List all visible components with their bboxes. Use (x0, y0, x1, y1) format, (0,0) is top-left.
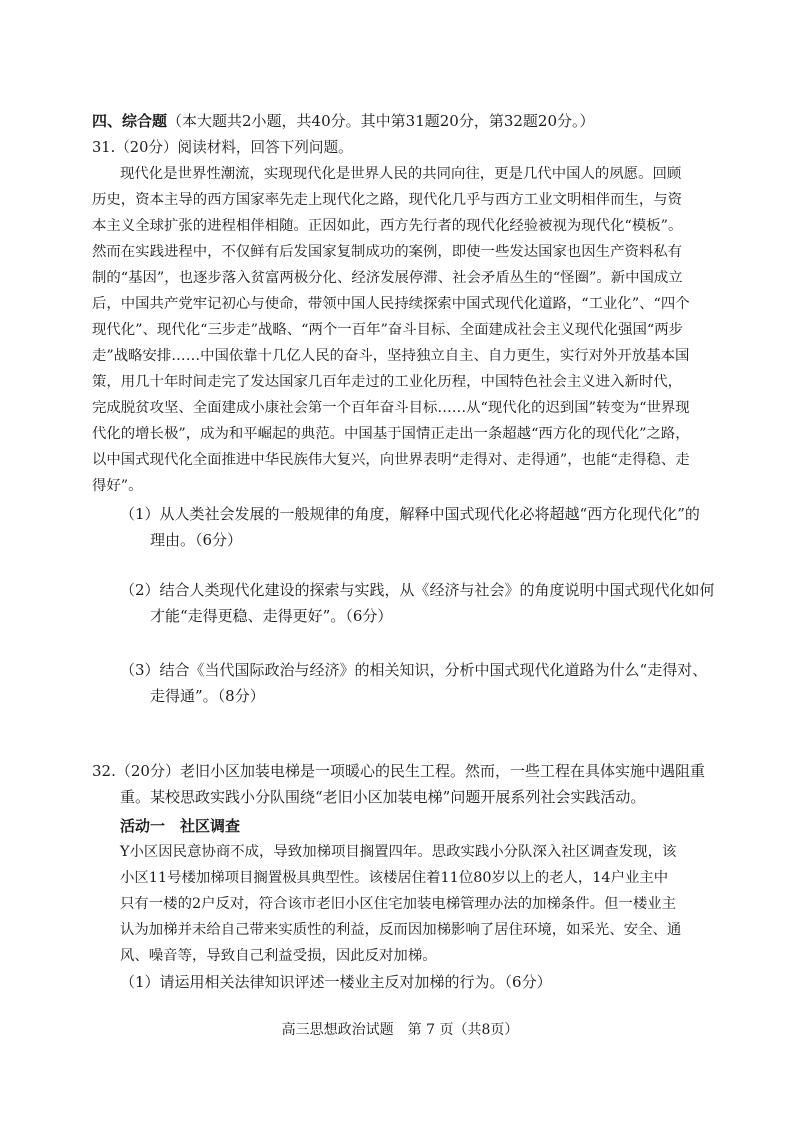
material-line: 后，中国共产党牢记初心与使命，带领中国人民持续探索中国式现代化道路，“工业化”、“四个 (92, 296, 690, 312)
material-line: 策，用几十年时间走完了发达国家几百年走过的工业化历程，中国特色社会主义进入新时代， (92, 374, 683, 390)
page-footer: 高三思想政治试题 第 7 页（共8页） (281, 1022, 519, 1038)
question-32-line: 重。某校思政实践小分队围绕“老旧小区加装电梯”问题开展系列社会实践活动。 (120, 788, 646, 806)
subquestion-31-3-cont: 走得通”。（8分） (150, 687, 265, 705)
section-label: 四、综合题 (92, 112, 168, 130)
material-line: 制的“基因”，也逐步落入贫富两极分化、经济发展停滞、社会矛盾丛生的“怪圈”。新中国成立 (92, 270, 683, 286)
subquestion-31-1: （1）从人类社会发展的一般规律的角度，解释中国式现代化必将超越“西方化现代化”的 (120, 505, 700, 523)
section-note: （本大题共2小题，共40分。其中第31题20分，第32题20分。） (167, 112, 595, 130)
material-line: 走”战略安排……中国依靠十几亿人民的奋斗，坚持独立自主、自力更生，实行对外开放基本国 (92, 348, 690, 364)
material-line: 以中国式现代化全面推进中华民族伟大复兴，向世界表明“走得对、走得通”，也能“走得稳、走 (92, 452, 690, 468)
case-line: 风、噪音等，导致自己利益受损，因此反对加梯。 (120, 948, 437, 964)
subquestion-31-2-cont: 才能“走得更稳、走得更好”。（6分） (150, 607, 393, 625)
case-line: 只有一楼的2户反对，符合该市老旧小区住宅加装电梯管理办法的加梯条件。但一楼业主 (120, 896, 677, 912)
activity-heading: 活动一 社区调查 (120, 817, 241, 835)
case-line: 认为加梯并未给自己带来实质性的利益，反而因加梯影响了居住环境，如采光、安全、通 (120, 922, 682, 938)
question-32-line: 32.（20分）老旧小区加装电梯是一项暖心的民生工程。然而，一些工程在具体实施中遇阻重 (92, 762, 705, 780)
material-line: 现代化是世界性潮流，实现现代化是世界人民的共同向往，更是几代中国人的夙愿。回顾 (120, 166, 682, 182)
section-heading (92, 111, 595, 131)
material-line: 现代化”、现代化“三步走”战略、“两个一百年”奋斗目标、全面建成社会主义现代化强国“两步 (92, 322, 683, 338)
case-line: 小区11号楼加梯项目搁置极具典型性。该楼居住着11位80岁以上的老人，14户业主中 (120, 870, 669, 886)
material-line: 得好”。 (92, 478, 143, 494)
material-line: 本主义全球扩张的进程相伴相随。正因如此，西方先行者的现代化经验被视为现代化“模板”。 (92, 218, 683, 234)
material-line: 完成脱贫攻坚、全面建成小康社会第一个百年奋斗目标……从“现代化的迟到国”转变为“世界现 (92, 400, 690, 416)
subquestion-32-1: （1）请运用相关法律知识评述一楼业主反对加梯的行为。（6分） (120, 973, 552, 991)
subquestion-31-3: （3）结合《当代国际政治与经济》的相关知识，分析中国式现代化道路为什么“走得对、 (120, 661, 708, 679)
subquestion-31-2: （2）结合人类现代化建设的探索与实践，从《经济与社会》的角度说明中国式现代化如何 (120, 581, 715, 599)
material-line: 历史，资本主导的西方国家率先走上现代化之路，现代化几乎与西方工业文明相伴而生，与资 (92, 192, 683, 208)
material-line: 然而在实践进程中，不仅鲜有后发国家复制成功的案例，即使一些发达国家也因生产资料私有 (92, 244, 683, 260)
question-31-heading: 31.（20分）阅读材料，回答下列问题。 (92, 139, 353, 156)
subquestion-31-1-cont: 理由。（6分） (150, 531, 243, 549)
case-line: Y小区因民意协商不成，导致加梯项目搁置四年。思政实践小分队深入社区调查发现，该 (120, 844, 677, 860)
material-line: 代化的增长极”，成为和平崛起的典范。中国基于国情正走出一条超越“西方化的现代化”之路， (92, 426, 690, 442)
